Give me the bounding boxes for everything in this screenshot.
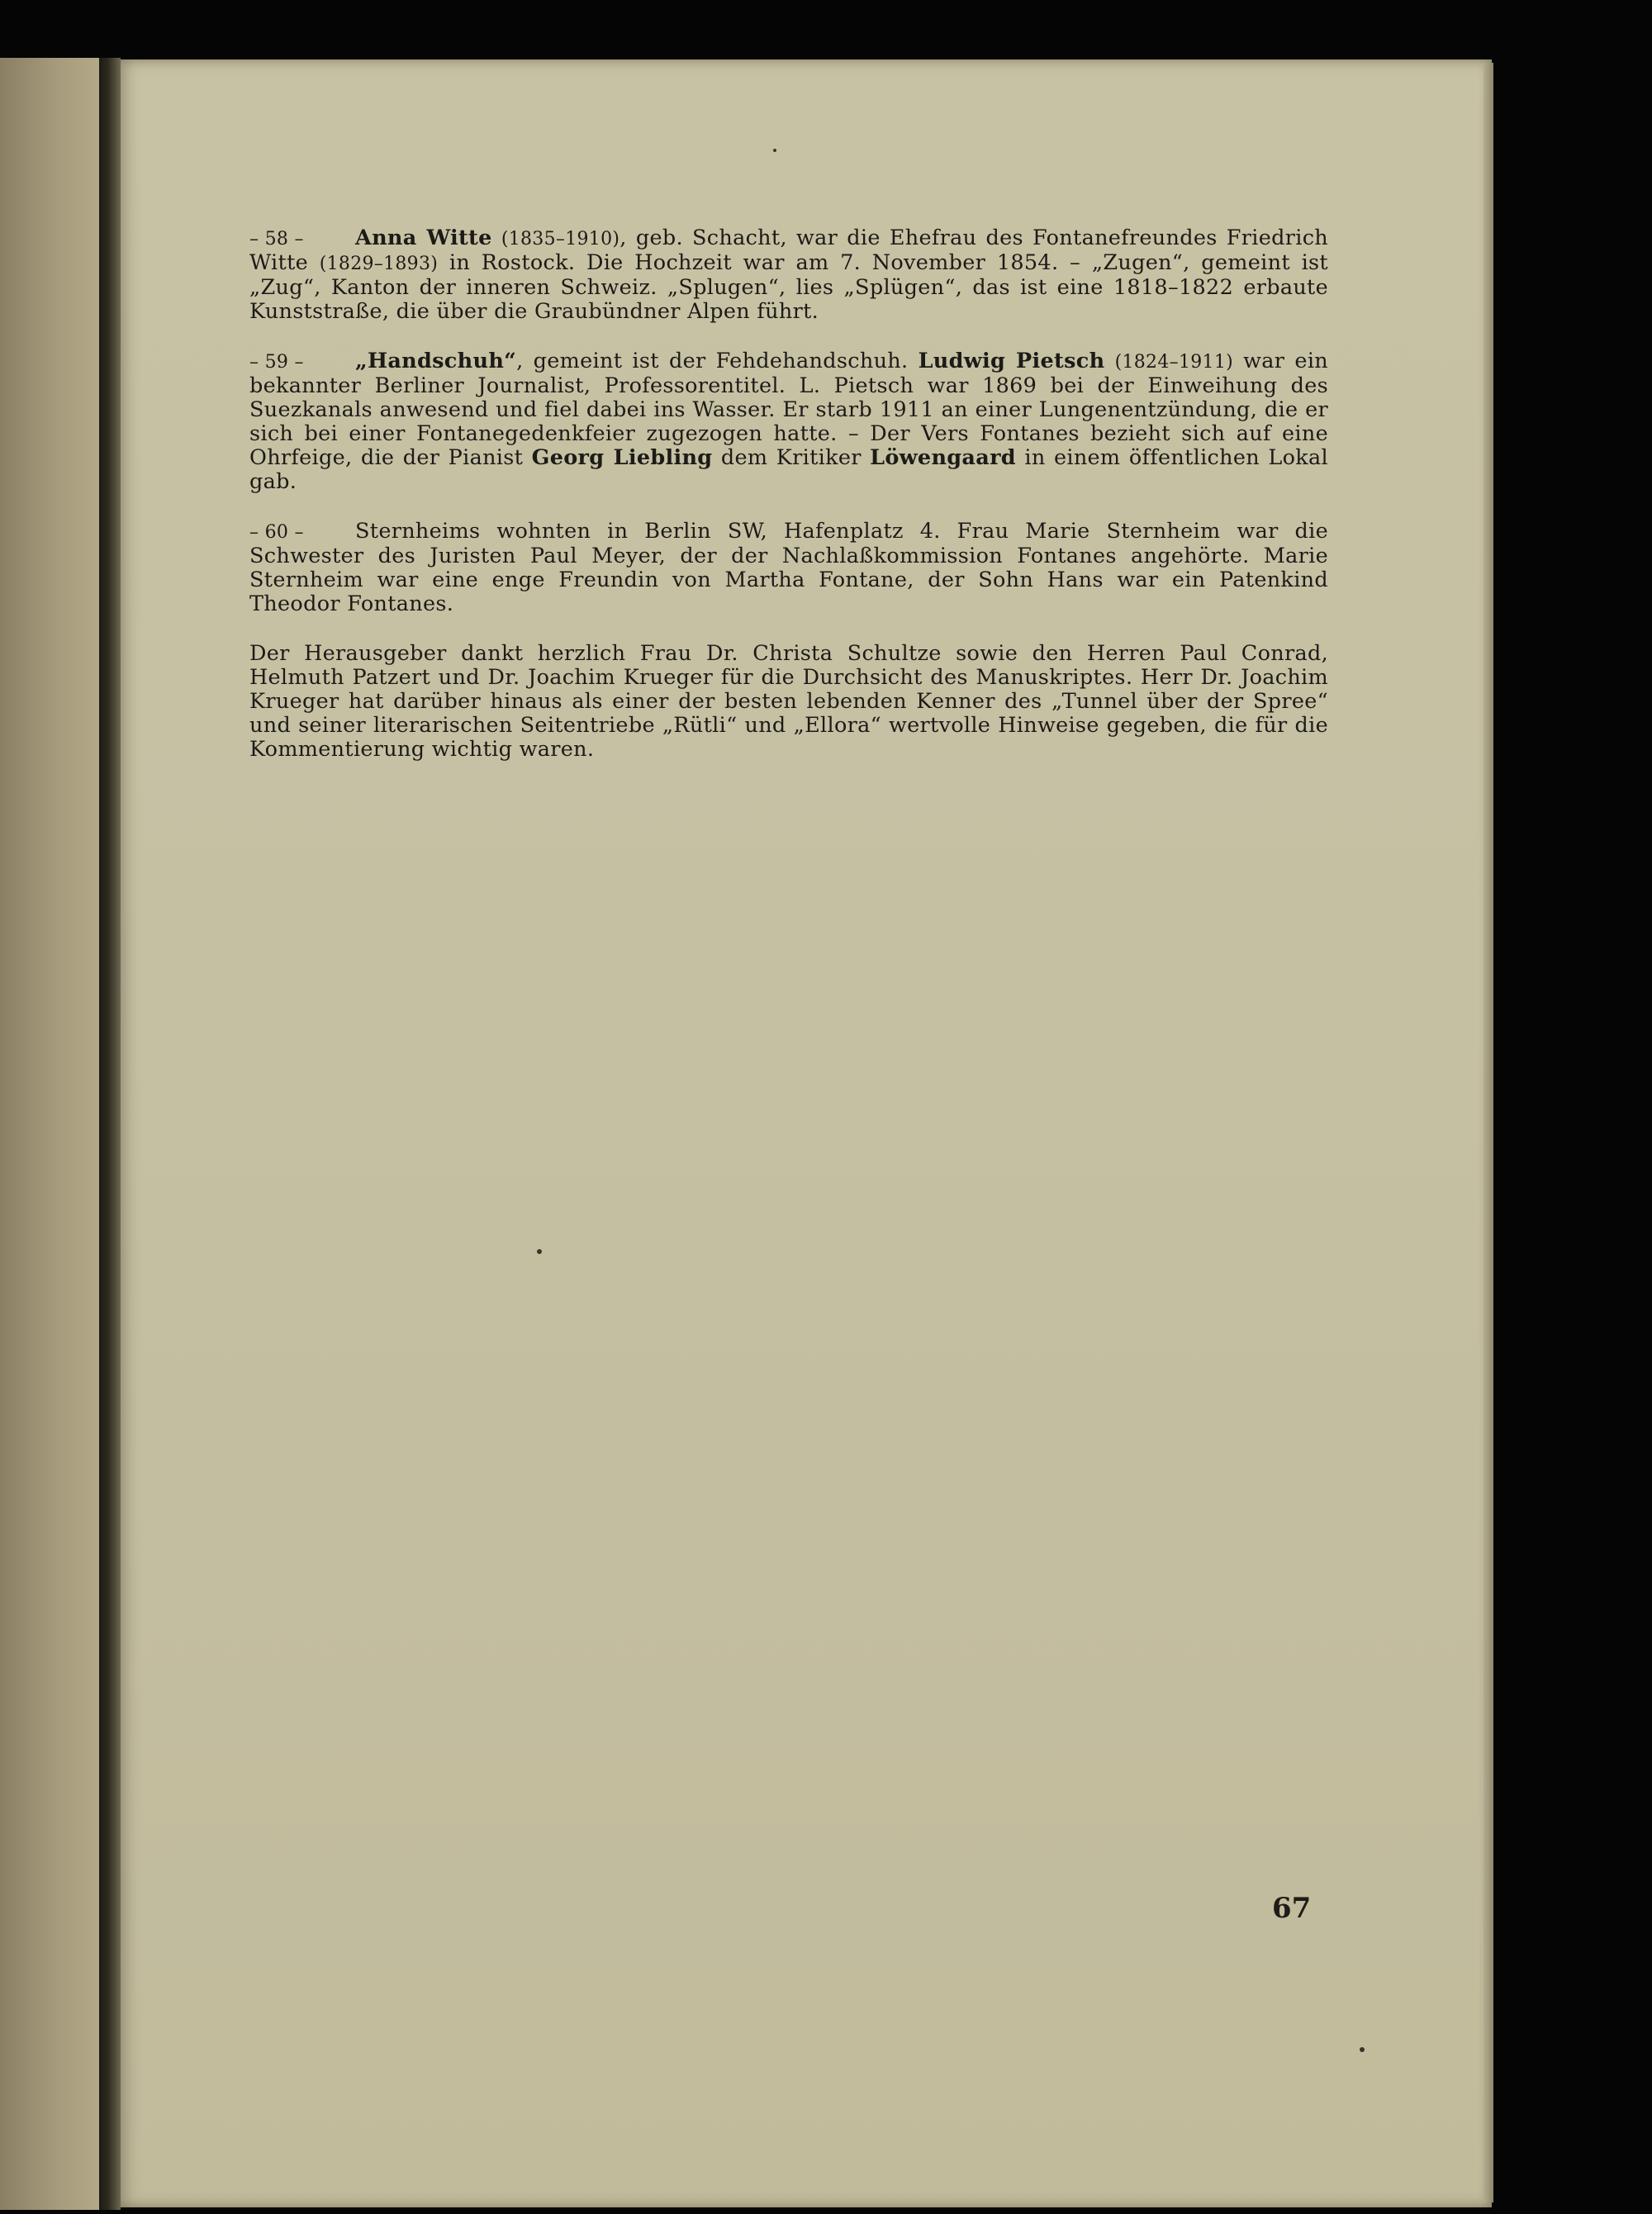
note-entry: [249, 520, 1328, 616]
acknowledgement-paragraph: Der Herausgeber dankt herzlich Frau Dr. Christa Schultze sowie den Herren Paul Conrad, Helmuth Patzert und Dr. Joachim Krueger für die Durchsicht des Manuskriptes. Herr Dr. Joachim Krueger hat darüber hinaus als einer der besten lebenden Kenner des „Tunnel über der Spree“ und seiner literarischen Seitentriebe „Rütli“ und „Ellora“ wertvolle Hinweise gegeben, die für die Kommentierung wichtig waren.: [249, 641, 1328, 762]
note-marker: – 59 –: [249, 352, 304, 373]
note-text: [249, 226, 1328, 324]
page-edge: [1483, 63, 1493, 2202]
paper-speck: [537, 1249, 542, 1254]
bold-name: Löwengaard: [870, 445, 1016, 470]
life-dates: (1829–1893): [319, 254, 439, 274]
note-marker: – 58 –: [249, 229, 304, 249]
note-entry: [249, 226, 1328, 324]
note-marker: – 60 –: [249, 522, 304, 543]
note-text: [249, 520, 1328, 616]
note-segment: war ein bekannter Berliner Journalist, Professorentitel. L. Pietsch war 1869 bei der Einweihung des Suezkanals anwesend und fiel dabei ins Wasser. Er starb 1911 an einer Lungenentzündung, die er sich bei einer Fontanegedenkfeier zugezogen hatte. – Der Vers Fontanes bezieht sich auf eine Ohrfeige, die der Pianist: [249, 349, 1328, 470]
note-segment: , gemeint ist der Fehdehandschuh.: [516, 349, 919, 373]
life-dates: (1824–1911): [1114, 352, 1234, 373]
bold-name: Anna Witte: [355, 226, 492, 250]
notes-list: [249, 226, 1328, 616]
page-text: [249, 226, 1328, 762]
note-segment: [1104, 349, 1114, 373]
previous-page-edge: [0, 58, 99, 2210]
paper-speck: [773, 149, 776, 152]
note-segment: in Rostock. Die Hochzeit war am 7. November 1854. – „Zugen“, gemeint ist „Zug“, Kanton der inneren Schweiz. „Splugen“, lies „Splügen“, das ist eine 1818–1822 erbaute Kunststraße, die über die Graubündner Alpen führt.: [249, 250, 1328, 324]
bold-name: Georg Liebling: [531, 445, 713, 470]
note-entry: [249, 349, 1328, 494]
life-dates: (1835–1910): [501, 229, 620, 249]
bold-name: Ludwig Pietsch: [918, 349, 1105, 373]
note-segment: , geb. Schacht, war die Ehefrau des Fontanefreundes Friedrich Witte: [249, 226, 1328, 275]
note-segment: [492, 226, 501, 250]
paper-speck: [1360, 2047, 1365, 2052]
bold-name: „Handschuh“: [355, 349, 517, 373]
note-segment: in einem öffentlichen Lokal gab.: [249, 445, 1328, 494]
note-text: [249, 349, 1328, 494]
book-gutter: [99, 58, 121, 2210]
note-segment: dem Kritiker: [712, 445, 871, 470]
note-segment: Sternheims wohnten in Berlin SW, Hafenplatz 4. Frau Marie Sternheim war die Schwester des Juristen Paul Meyer, der der Nachlaßkommission Fontanes angehörte. Marie Sternheim war eine enge Freundin von Martha Fontane, der Sohn Hans war ein Patenkind Theodor Fontanes.: [249, 519, 1328, 616]
page-number: 67: [1272, 1892, 1312, 1925]
